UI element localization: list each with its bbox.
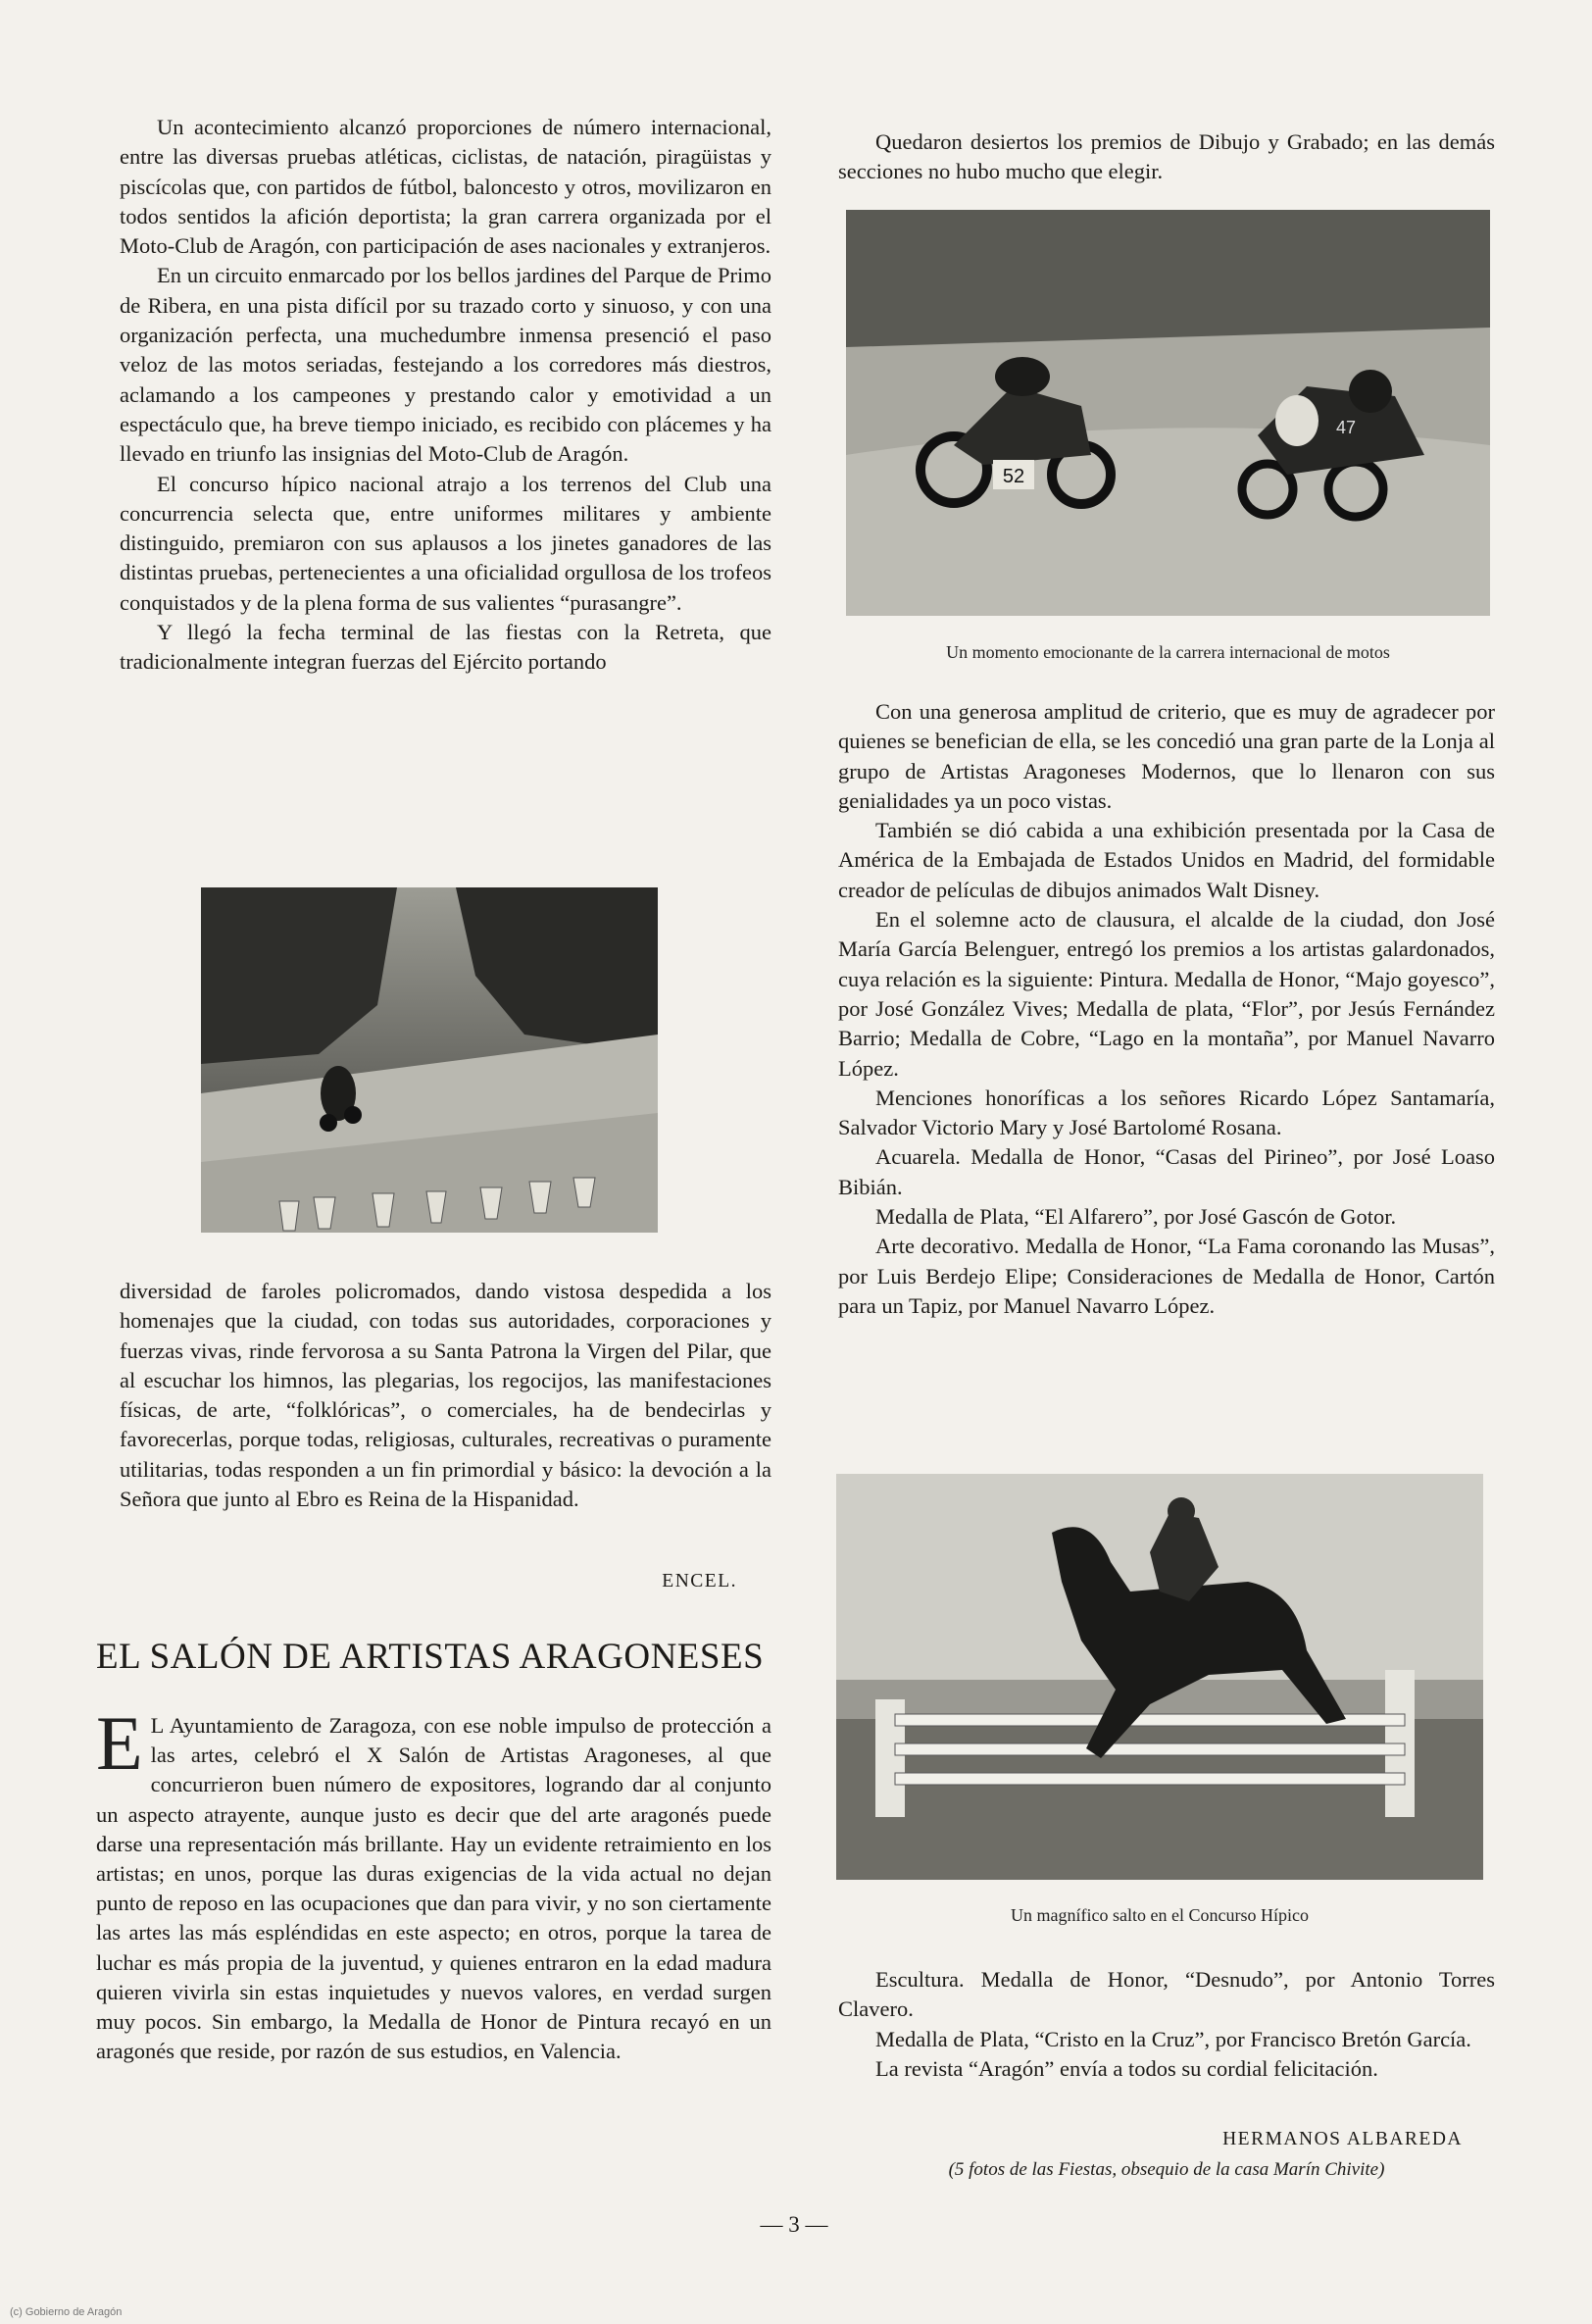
section-heading: EL SALÓN DE ARTISTAS ARAGONESES: [96, 1637, 765, 1677]
paragraph: Escultura. Medalla de Honor, “Desnudo”, por Antonio Torres Clavero.: [838, 1967, 1495, 2022]
dropcap: E: [96, 1700, 143, 1786]
photo-horse-jump: [836, 1474, 1483, 1880]
paragraph: diversidad de faroles policromados, dando vistosa despedida a los homenajes que la ciudad, con todas sus autoridades, corporaciones y fuerzas vivas, rinde fervorosa a su Santa Patrona la Virgen del Pilar, que al escuchar los himnos, las plegarias, los regocijos, las manifestaciones físicas, de arte, “folklóricas”, o comerciales, ha de bendecirlas y favorecerlas, porque todas, religiosas, culturales, recreativas o puramente utilitarias, todas responden a un fin primordial y básico: la devoción a la Señora que junto al Ebro es Reina de la Hispanidad.: [120, 1279, 771, 1512]
section-intro: [96, 1700, 771, 2066]
photo-motorcycle-road: [201, 887, 658, 1233]
right-column-bottom: [838, 1965, 1495, 2084]
page-number: — 3 —: [760, 2212, 828, 2237]
horse-jump-illustration: [836, 1474, 1483, 1880]
paragraph: También se dió cabida a una exhibición presentada por la Casa de América de la Embajada de Estados Unidos en Madrid, del formidable creador de películas de dibujos animados Walt Disney.: [838, 818, 1495, 902]
motorcycle-race-illustration: [846, 210, 1490, 616]
photo-motorcycle-race: [846, 210, 1490, 616]
copyright-notice: (c) Gobierno de Aragón: [10, 2306, 123, 2318]
paragraph: El concurso hípico nacional atrajo a los terrenos del Club una concurrencia selecta que, entre uniformes militares y ambiente distinguido, premiaron con sus aplausos a los jinetes ganadores de las distintas pruebas, pertenecientes a una oficialidad orgullosa de los trofeos conquistados y de la plena forma de sus valientes “purasangre”.: [120, 471, 771, 615]
right-column-body: [838, 697, 1495, 1321]
signature-albareda: HERMANOS ALBAREDA: [1222, 2129, 1463, 2149]
photo-credit: (5 fotos de las Fiestas, obsequio de la casa Marín Chivite): [948, 2159, 1385, 2180]
paragraph: Con una generosa amplitud de criterio, que es muy de agradecer por quienes se benefician de ella, se les concedió una gran parte de la Lonja al grupo de Artistas Aragoneses Modernos, que lo llenaron con sus genialidades ya un poco vistas.: [838, 699, 1495, 813]
paragraph: Y llegó la fecha terminal de las fiestas con la Retreta, que tradicionalmente integran fuerzas del Ejército portando: [120, 620, 771, 675]
caption-motos: Un momento emocionante de la carrera internacional de motos: [946, 642, 1390, 662]
left-column-top: [120, 113, 771, 678]
left-column-continuation: [120, 1277, 771, 1514]
paragraph: En el solemne acto de clausura, el alcalde de la ciudad, don José María García Belenguer, entregó los premios a los artistas galardonados, cuya relación es la siguiente: Pintura. Medalla de Honor, “Majo goyesco”, por José González Vives; Medalla de plata, “Flor”, por Jesús Fernández Barrio; Medalla de Cobre, “Lago en la montaña”, por Manuel Navarro López.: [838, 907, 1495, 1081]
signature-encel: ENCEL.: [662, 1571, 737, 1591]
paragraph: Medalla de Plata, “Cristo en la Cruz”, por Francisco Bretón García.: [875, 2026, 1471, 2051]
paragraph: Un acontecimiento alcanzó proporciones de número internacional, entre las diversas pruebas atléticas, ciclistas, de natación, piragüistas y piscícolas que, con partidos de fútbol, baloncesto y otros, movilizaron en todos sentidos la afición deportista; la gran carrera organizada por el Moto-Club de Aragón, con participación de ases nacionales y extranjeros.: [120, 115, 771, 259]
paragraph: La revista “Aragón” envía a todos su cordial felicitación.: [875, 2055, 1378, 2081]
paragraph: Arte decorativo. Medalla de Honor, “La Fama coronando las Musas”, por Luis Berdejo Elipe; Consideraciones de Medalla de Honor, Cartón para un Tapiz, por Manuel Navarro López.: [838, 1234, 1495, 1318]
paragraph: Quedaron desiertos los premios de Dibujo y Grabado; en las demás secciones no hubo mucho que elegir.: [838, 129, 1495, 184]
paragraph: Medalla de Plata, “El Alfarero”, por José Gascón de Gotor.: [875, 1204, 1397, 1230]
paragraph: En un circuito enmarcado por los bellos jardines del Parque de Primo de Ribera, en una pista difícil por su trazado corto y sinuoso, y con una organización perfecta, una muchedumbre inmensa presenció el paso veloz de las motos seriadas, festejando a los corredores más diestros, aclamando a los campeones y prestando calor y emotividad a un espectáculo que, ha breve tiempo iniciado, es recibido con plácemes y ha llevado en triunfo las insignias del Moto-Club de Aragón.: [120, 263, 771, 467]
right-column-top: [838, 127, 1495, 187]
motorcycle-road-illustration: [201, 887, 658, 1233]
paragraph: L Ayuntamiento de Zaragoza, con ese noble impulso de protección a las artes, celebró el X Salón de Artistas Aragoneses, al que concurrieron buen número de expositores, logrando dar al conjunto un aspecto atrayente, aunque justo es decir que del arte aragonés puede darse una representación más brillante. Hay un evidente retraimiento en los artistas; en unos, porque las duras exigencias de la vida actual no dejan punto de reposo en las ocupaciones que dan para vivir, y no son ciertamente las artes las más espléndidas en este aspecto; en otros, porque la tarea de luchar es más propia de la juventud, y quienes entraron en la edad madura quieren vivirla sin estas inquietudes y nuevos valores, en verdad surgen muy pocos. Sin embargo, la Medalla de Honor de Pintura recayó en un aragonés que reside, por razón de sus estudios, en Valencia.: [96, 1713, 771, 2064]
race-number-52: 52: [1002, 466, 1025, 487]
caption-horse: Un magnífico salto en el Concurso Hípico: [1011, 1905, 1309, 1925]
race-number-47: 47: [1335, 418, 1357, 437]
paragraph: Acuarela. Medalla de Honor, “Casas del Pirineo”, por José Loaso Bibián.: [838, 1144, 1495, 1199]
paragraph: Menciones honoríficas a los señores Ricardo López Santamaría, Salvador Victorio Mary y José Bartolomé Rosana.: [838, 1085, 1495, 1140]
